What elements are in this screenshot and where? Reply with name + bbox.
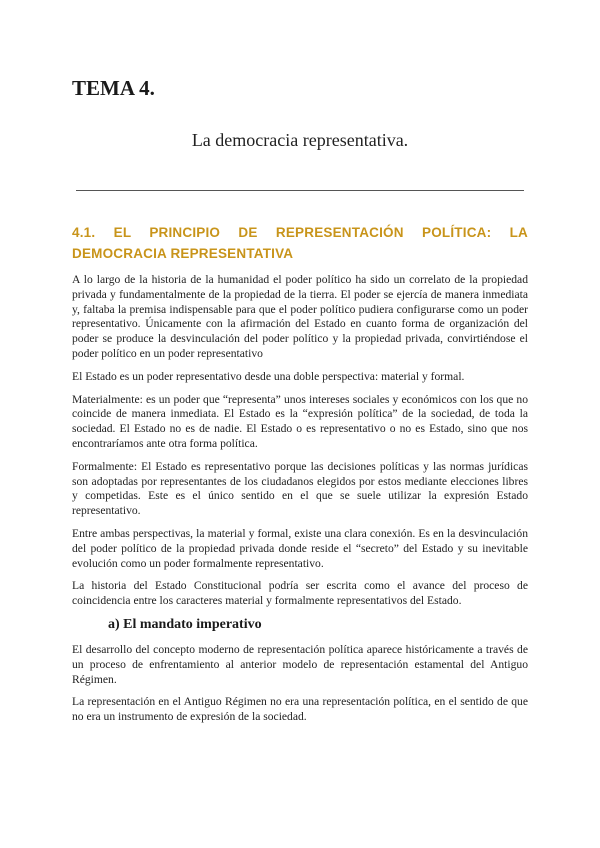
- subsection-heading: a) El mandato imperativo: [108, 616, 262, 632]
- body-text: [72, 273, 528, 733]
- section-heading-line-1: 4.1. EL PRINCIPIO DE REPRESENTACIÓN POLÍTICA: LA: [72, 225, 528, 240]
- section-heading-line-2: DEMOCRACIA REPRESENTATIVA: [72, 246, 294, 261]
- chapter-subtitle: La democracia representativa.: [191, 130, 409, 150]
- chapter-title: TEMA 4.: [72, 76, 155, 100]
- paragraph-3: Materialmente: es un poder que “representa” unos intereses sociales y económicos con los que no coincide de manera inmediata. El Estado es la “expresión política” de la sociedad, de toda la sociedad. El Estado no es de nadie. El Estado o es representativo o no es Estado, sino que nos encontraríamos ante otra forma política.: [72, 392, 528, 450]
- paragraph-8: La representación en el Antiguo Régimen no era una representación política, en el sentido de que no era un instrumento de expresión de la sociedad.: [72, 695, 528, 724]
- paragraph-4: Formalmente: El Estado es representativo porque las decisiones políticas y las normas jurídicas son adoptadas por representantes de los ciudadanos elegidos por estos mediante elecciones libres y competidas. Este es el único sentido en el que se suele utilizar la expresión Estado representativo.: [72, 459, 528, 518]
- paragraph-6: La historia del Estado Constitucional podría ser escrita como el avance del proceso de coincidencia entre los caracteres material y formalmente representativos del Estado.: [72, 579, 528, 608]
- title-divider: [76, 190, 524, 191]
- paragraph-1: A lo largo de la historia de la humanidad el poder político ha sido un correlato de la propiedad privada y fundamentalmente de la propiedad de la tierra. El poder se ejercía de manera inmediata y, faltaba la premisa indispensable para que el poder político pudiera configurarse como un poder representativo. Únicamente con la afirmación del Estado en cuanto forma de organización del poder se produce la desvinculación del poder político y la propiedad privada, convirtiéndose el poder político en un poder representativo: [72, 273, 528, 360]
- paragraph-7: El desarrollo del concepto moderno de representación política aparece históricamente a través de un proceso de enfrentamiento al anterior modelo de representación estamental del Antiguo Régimen.: [72, 642, 528, 686]
- section-heading: [72, 222, 528, 264]
- paragraph-5: Entre ambas perspectivas, la material y formal, existe una clara conexión. Es en la desvinculación del poder político de la propiedad privada donde reside el “secreto” del Estado y su inevitable evolución como un poder formalmente representativo.: [72, 526, 528, 570]
- paragraph-2: El Estado es un poder representativo desde una doble perspectiva: material y formal.: [72, 369, 465, 383]
